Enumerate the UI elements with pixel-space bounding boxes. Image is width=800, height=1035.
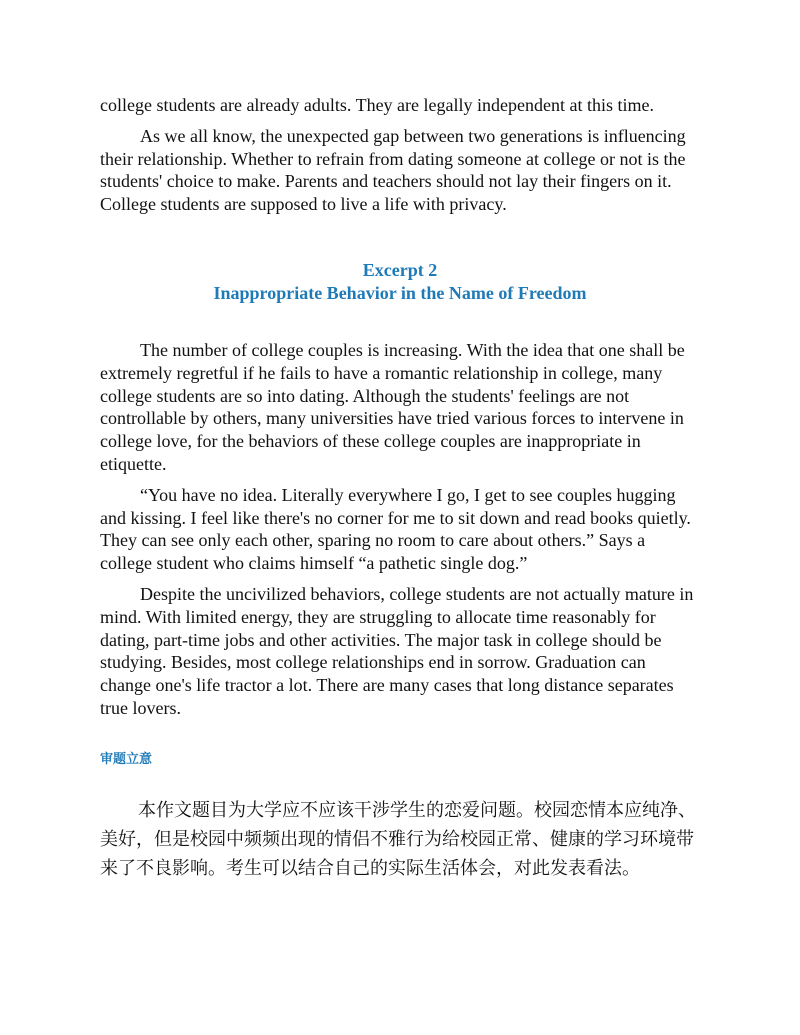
excerpt-number: Excerpt 2 <box>362 259 438 280</box>
continuation-paragraph: college students are already adults. They are legally independent at this time. <box>100 95 654 115</box>
generation-gap-paragraph: As we all know, the unexpected gap between two generations is influencing their relationship. Whether to refrain from dating someone at college or not is the students' choice to make. Parents and teachers should not lay their fingers on it. College students are supposed to live a life with privacy. <box>100 125 686 215</box>
excerpt-paragraph-couples: The number of college couples is increasing. With the idea that one shall be extremely regretful if he fails to have a romantic relationship in college, many college students are so into dating. Although the students' feelings are not controllable by others, many universities have tried various forces to intervene in college love, for the behaviors of these college couples are inappropriate in etiquette. <box>100 339 685 474</box>
excerpt-paragraph-maturity: Despite the uncivilized behaviors, college students are not actually mature in mind. With limited energy, they are struggling to allocate time reasonably for dating, part-time jobs and other activities. The major task in college should be studying. Besides, most college relationships end in sorrow. Graduation can change one's life tractor a lot. There are many cases that long distance separates true lovers. <box>100 583 694 718</box>
document-page <box>100 94 700 883</box>
analysis-paragraph: 本作文题目为大学应不应该干涉学生的恋爱问题。校园恋情本应纯净、美好，但是校园中频频出现的情侣不雅行为给校园正常、健康的学习环境带来了不良影响。考生可以结合自己的实际生活体会，对此发表看法。 <box>100 799 696 879</box>
analysis-label: 审题立意 <box>100 751 153 767</box>
excerpt-heading-block <box>100 259 700 305</box>
excerpt-title: Inappropriate Behavior in the Name of Freedom <box>213 282 587 303</box>
excerpt-paragraph-quote: “You have no idea. Literally everywhere I go, I get to see couples hugging and kissing. I feel like there's no corner for me to sit down and read books quietly. They can see only each other, sparing no room to care about others.” Says a college student who claims himself “a pathetic single dog.” <box>100 484 691 574</box>
